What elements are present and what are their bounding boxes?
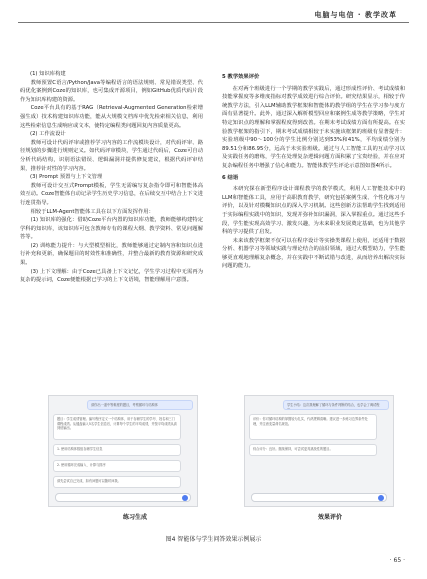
send-icon[interactable] — [378, 495, 384, 501]
subheading: (2) 工作流设计 — [30, 131, 66, 138]
paragraph: 未来该教学框架不仅可以在程序设计等实操类课程上使用，还适用于数据分析、机器学习等领域实践与理论结合的前沿领域，通过大模型助力，学生能够更直观地理解复杂概念，并在实践中不断试错与改进，从而培养出解决实际问题的能力。 — [222, 237, 405, 270]
header-rule — [18, 22, 409, 23]
paragraph: 教师可设计交互式Prompt模板，学生无需编写复杂指令即可和智能体高效互动。Coze智能体自动记录学生历史学习信息，在后续交互中结合上下文进行连贯指导。 — [20, 182, 203, 206]
paragraph: (3) 上下文理解：由于Coze已具备上下文记忆，学生学习过程中无需再为复杂的提示词，Coze便能根据已学习的上下文语境，智能理解用户意图。 — [20, 268, 203, 284]
chat-input-bar[interactable] — [251, 493, 387, 502]
right-column — [222, 70, 405, 271]
paragraph: 在对两个班级进行一个学期的教学实践后，通过形成性评价、考试成绩和技能掌握度等多维度指标对教学成效进行综合评价。研究结果显示，相较于传统教学方法，引入LLM辅助教学框架和智能体的教学组的学生在学习参与度方面有显著提升。此外，通过深入解析模型回应和案例生成等教学策略，学生对特定知识点的理解和掌握程度得到改善。在期末考试成绩方面有所提高。在实验教学框架的指引下，期末考试成绩相较于未实施该框架的班级有显著提升：实验班级中90～100分的学生比例分别达到53%和41%，平均成绩分别为89.51分和86.95分，远高于未实验班级。通过与人工智能工具的互动学习以及实践任务的磨练，学生在处理复杂逻辑问题方面积累了宝贵经验，并在应对复杂编程任务中增强了信心和能力。智能体教学生评论示意图如图4所示。 — [222, 85, 405, 169]
panel-caption-evaluation: 效果评价 — [317, 514, 342, 521]
figure — [20, 395, 407, 507]
chat-input-bar[interactable] — [55, 493, 191, 502]
user-message: 请你出一道中等难度的题目，考察循环与结构体 — [87, 400, 193, 410]
subheading: (3) Prompt 预置与上下文管理 — [30, 174, 103, 181]
journal-header: 电脑与电信 · 教学改革 — [314, 11, 397, 19]
figure-caption: 图4 智能体与学生问答效果示例展示 — [165, 536, 262, 543]
page-number: · 65 · — [389, 557, 405, 564]
left-column — [20, 70, 203, 285]
paragraph: (2) 训练能力提升：与大型模型相比，教师能够通过定制内容和知识点进行补充和更新，确保题目的时效性和准确性，并整合最新的教育资源和研究成果。 — [20, 242, 203, 267]
panel-caption-exercise: 练习生成 — [122, 514, 147, 521]
evaluation-panel — [244, 395, 394, 507]
assistant-message: 评价：你对循环结构的掌握较为扎实，代码逻辑清晰。建议进一步练习边界条件处理，并注意变量命名规范。 — [249, 414, 377, 440]
assistant-message: 综合评分：良好。继续保持，可尝试更具挑战性的题目。 — [249, 444, 377, 456]
assistant-message: 请先尝试自己完成，如有问题可以随时问我。 — [53, 476, 181, 488]
send-icon[interactable] — [182, 495, 188, 501]
assistant-message: 1. 使用结构体数组存储学生信息 — [53, 444, 181, 456]
paragraph: 教师预置C语言/Python/Java等编程语言的语法规则、常见错误类型、代码优化案例到Coze的知识库，也可集成开源项目，例如GitHub优质代码片段作为知识库构建的资源。 — [20, 79, 203, 103]
paragraph: (1) 知识库的强化：借助Coze平台内置的知识库功能，教师能够构建特定学科的知识库，该知识库可包含教师专有的课程大纲、教学资料、常见问题解答等。 — [20, 217, 203, 241]
paragraph: 教师可设计代码评审或推荐学习内容的工作流模块设计，对代码评审、路径规划的步骤进行规则定义。如代码评审模块，学生通过代码后，Coze可自动分析代码结构，识别语法错误、逻辑漏洞并提供修复建议，根据代码评审结果，推荐针对性的学习内容。 — [20, 139, 203, 172]
assistant-message: 2. 使用循环完成输入、计算与排序 — [53, 460, 181, 472]
assistant-message: 题目：学生成绩管理。编写程序定义一个结构体，用于存储学生的学号、姓名和三门课程成绩。从键盘输入5名学生信息后，计算每个学生的平均成绩，并按平均成绩从高到低输出。 — [53, 414, 181, 440]
exercise-panel — [48, 395, 198, 507]
section-heading: 6 结语 — [222, 174, 239, 181]
user-message: 学生小结：这次我理解了循环与条件判断的结合，也学会了调试程序。 — [283, 400, 389, 410]
paragraph: 相较于LLM-Agent智能体工具在以下方面发挥作用： — [30, 208, 154, 215]
paragraph: 本研究探在新型程序设计课程教学的教学模式，利用人工智能技术中的LLM和智能体工具，应用于高职教育教学，研究包括案例生成、个性化练习与评价，以及针对模糊知识点的深入学习机制。这些创新方法帮助学生找到适用于实际编程实践中的知识，发现并弥补知识漏洞，深入掌握重点。通过这些手段，学生能实现高效学习、激发兴趣，为未来职业发展奠定基础，也为其他学科的学习提供了启发。 — [222, 186, 405, 236]
paragraph: Coze平台具有的基于RAG（Retrieval-Augmented Generation检索增强生成）技术构建知识库功能，能从大规模文档库中优先检索相关信息，利用这些检索信息生成响应或文本，使特定编程类问题回复内容质量更高。 — [20, 105, 203, 129]
subheading: (1) 知识库构建 — [30, 71, 66, 77]
section-heading: 5 教学效果评价 — [222, 74, 260, 80]
